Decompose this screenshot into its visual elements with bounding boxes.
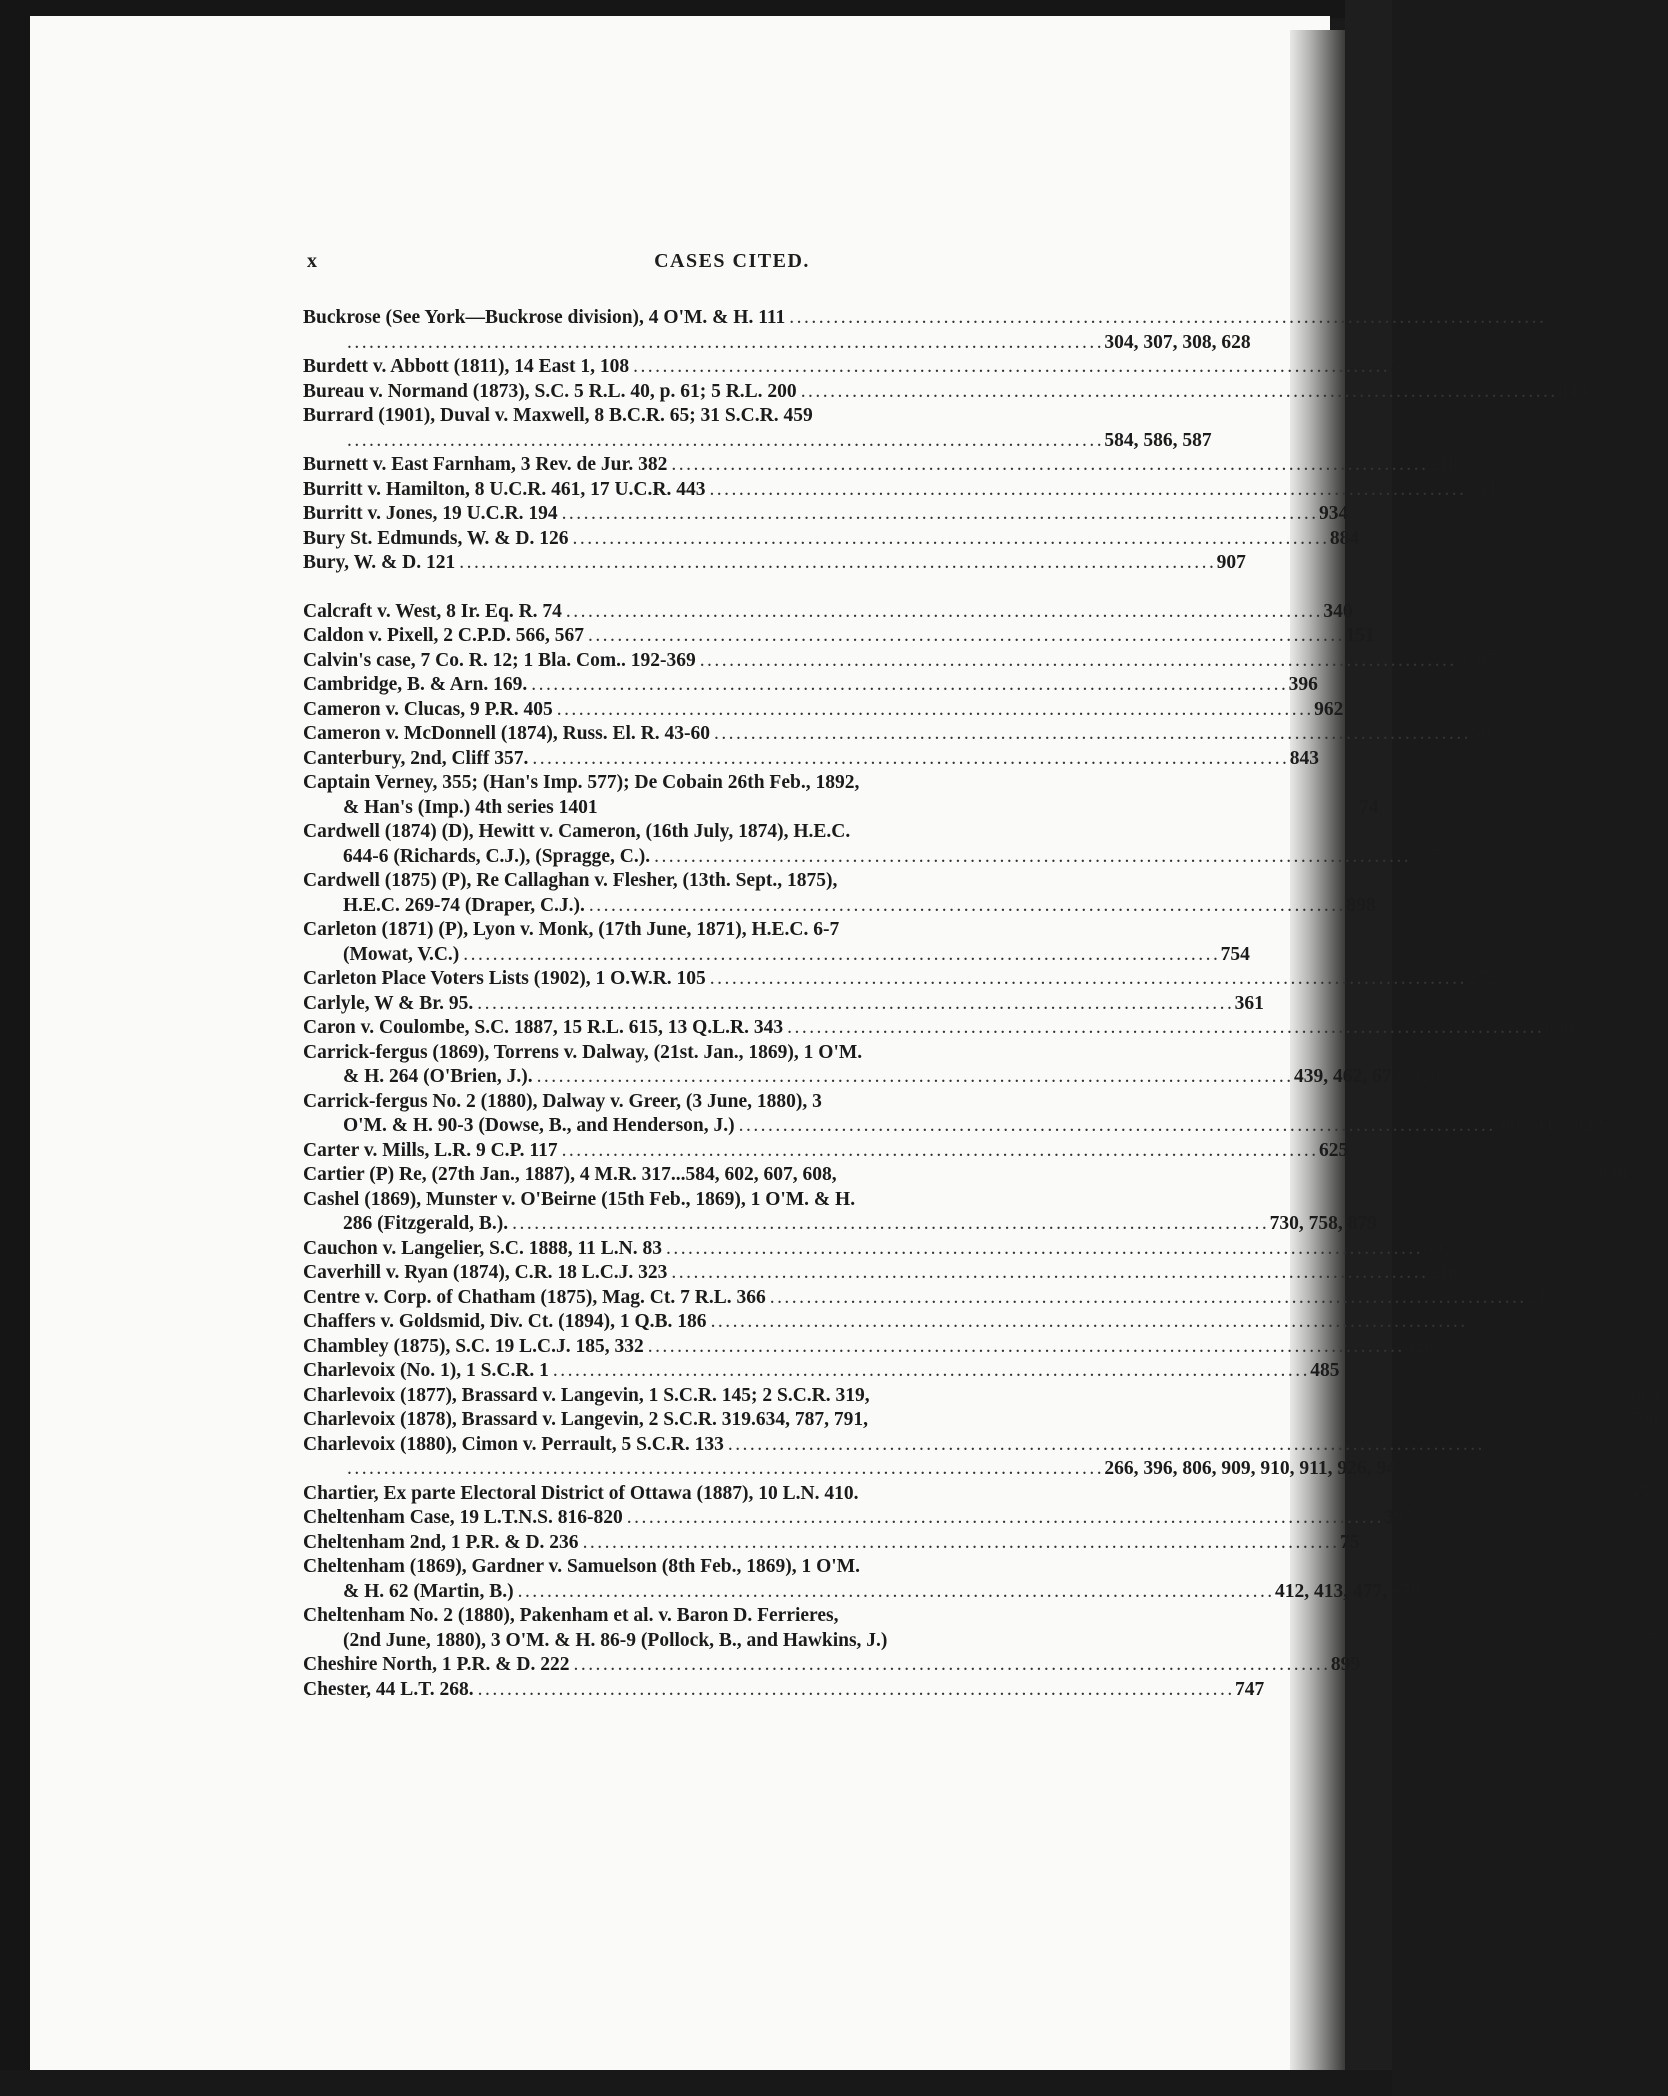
entry-citation: Cardwell (1875) (P), Re Callaghan v. Flesher, (13th. Sept., 1875), xyxy=(303,870,838,891)
entry-page-refs: 754 xyxy=(1220,943,1250,965)
entry-citation: Calcraft v. West, 8 Ir. Eq. R. 74 xyxy=(303,600,562,622)
index-entry xyxy=(303,1139,1349,1164)
entry-citation: Calvin's case, 7 Co. R. 12; 1 Bla. Com.. 192-369 xyxy=(303,649,696,671)
dot-leader xyxy=(537,1065,1290,1090)
entry-citation: Burnett v. East Farnham, 3 Rev. de Jur. 382 xyxy=(303,454,668,475)
index-entry xyxy=(303,1580,1422,1605)
dot-leader xyxy=(666,1237,1419,1262)
page-title: CASES CITED. xyxy=(654,250,810,272)
index-entry xyxy=(303,1065,1441,1090)
dot-leader xyxy=(531,673,1284,698)
index-entry xyxy=(303,1408,1659,1433)
index-entry xyxy=(303,1016,1574,1041)
index-entry xyxy=(303,331,1251,356)
entry-page-refs: 898 xyxy=(1346,894,1376,916)
index-entry xyxy=(303,1237,1453,1262)
dot-leader xyxy=(627,1506,1380,1531)
entry-citation: Carrick-fergus No. 2 (1880), Dalway v. Greer, (3 June, 1880), 3 xyxy=(303,1090,822,1112)
entry-page-refs: 217 xyxy=(1527,1286,1557,1308)
index-entry xyxy=(303,796,1379,821)
index-entry xyxy=(303,1457,1406,1482)
entry-page-refs: 747 xyxy=(1235,1678,1265,1700)
entry-citation: (Mowat, V.C.) xyxy=(343,943,460,965)
dot-leader xyxy=(347,429,1100,454)
index-entry xyxy=(303,404,1159,429)
entry-citation: Cauchon v. Langelier, S.C. 1888, 11 L.N. 83 xyxy=(303,1237,662,1259)
entry-citation: Cambridge, B. & Arn. 169. xyxy=(303,674,528,695)
index-entry xyxy=(303,673,1318,698)
entry-page-refs: 625 xyxy=(1318,1139,1349,1161)
entry-page-refs: 412, 413, 477, 679 xyxy=(1275,1580,1422,1602)
index-entry xyxy=(303,845,1441,870)
entry-citation: Cartier (P) Re, (27th Jan., 1887), 4 M.R. 317...584, 602, 607, 608, xyxy=(303,1164,837,1185)
entry-page-refs: 439, 462, 679, 928 xyxy=(1293,1066,1441,1087)
entry-citation: Captain Verney, 355; (Han's Imp. 577); De Cobain 26th Feb., 1892, xyxy=(303,772,860,793)
dot-leader xyxy=(566,600,1319,625)
entry-page-refs: 584, 586, 587 xyxy=(1104,429,1212,451)
entry-page-refs: 884 xyxy=(1329,527,1360,549)
index-entry xyxy=(303,1261,1459,1286)
entry-page-refs: 962 xyxy=(1314,698,1344,720)
dot-leader xyxy=(588,624,1341,649)
entry-page-refs: 345 xyxy=(1619,1482,1650,1504)
scan-border-left xyxy=(0,0,30,2096)
entry-citation: Charlevoix (1880), Cimon v. Perrault, 5 S.C.R. 133 xyxy=(303,1433,724,1455)
dot-leader xyxy=(739,1114,1492,1139)
index-entry xyxy=(303,1506,1414,1531)
index-entry xyxy=(303,771,1159,796)
index-entry xyxy=(303,1041,1159,1066)
entry-page-refs: 218 xyxy=(1428,454,1459,475)
index-entry xyxy=(303,551,1246,576)
dot-leader xyxy=(553,1359,1306,1384)
entry-page-refs: 717 xyxy=(1411,845,1441,867)
page-number: x xyxy=(307,250,318,272)
index-entry xyxy=(303,992,1264,1017)
index-group-b xyxy=(303,306,1588,576)
index-entry xyxy=(303,1433,1159,1458)
index-entry xyxy=(303,453,1459,478)
entry-citation: Cameron v. Clucas, 9 P.R. 405 xyxy=(303,698,553,720)
dot-leader xyxy=(557,698,1310,723)
entry-citation: Caverhill v. Ryan (1874), C.R. 18 L.C.J. 323 xyxy=(303,1262,668,1283)
dot-leader xyxy=(711,1310,1464,1335)
index-entry xyxy=(303,894,1376,919)
entry-citation: Burritt v. Jones, 19 U.C.R. 194 xyxy=(303,503,558,524)
dot-leader xyxy=(589,894,1342,919)
dot-leader xyxy=(710,967,1463,992)
cases-cited-index xyxy=(303,306,1668,1702)
index-entry xyxy=(303,698,1344,723)
dot-leader xyxy=(654,845,1407,870)
dot-leader xyxy=(347,331,1100,356)
index-entry xyxy=(303,1212,1377,1237)
dot-leader xyxy=(789,306,1542,331)
dot-leader xyxy=(512,1212,1265,1237)
index-entry xyxy=(303,1286,1557,1311)
scan-border-bottom xyxy=(0,2070,1392,2096)
index-entry xyxy=(303,1531,1360,1556)
entry-page-refs: 266, 396, 806, 909, 910, 911, 926, 943 xyxy=(1104,1458,1406,1479)
entry-page-refs: 843 xyxy=(1289,747,1319,769)
entry-citation: Bury, W. & D. 121 xyxy=(303,552,456,573)
entry-citation: 286 (Fitzgerald, B.). xyxy=(343,1213,509,1234)
index-entry xyxy=(303,478,1497,503)
index-entry xyxy=(303,1384,1661,1409)
entry-page-refs: 730, 758, 879 xyxy=(1269,1213,1377,1234)
index-entry xyxy=(303,355,1401,380)
entry-citation: & Han's (Imp.) 4th series 1401 xyxy=(343,796,598,818)
index-entry xyxy=(303,1482,1650,1507)
index-entry xyxy=(303,722,1501,747)
entry-citation: & H. 62 (Martin, B.) xyxy=(343,1580,514,1602)
entry-citation: Burritt v. Hamilton, 8 U.C.R. 461, 17 U.C.R. 443 xyxy=(303,478,706,500)
entry-citation: Cheltenham (1869), Gardner v. Samuelson (8th Feb., 1869), 1 O'M. xyxy=(303,1556,861,1577)
entry-page-refs: 151 xyxy=(1345,625,1375,646)
dot-leader xyxy=(709,478,1462,503)
entry-page-refs: 216 xyxy=(1428,1262,1459,1283)
index-entry xyxy=(303,1188,1159,1213)
index-group-c xyxy=(303,600,1668,1703)
entry-citation: Burdett v. Abbott (1811), 14 East 1, 108 xyxy=(303,356,630,377)
dot-leader xyxy=(518,1580,1271,1605)
dot-leader xyxy=(714,722,1467,747)
group-separator xyxy=(303,576,1159,600)
dot-leader xyxy=(770,1286,1523,1311)
entry-page-refs: 485 xyxy=(1310,1360,1340,1381)
entry-page-refs: 395 xyxy=(1384,1507,1414,1528)
entry-citation: Carleton (1871) (P), Lyon v. Monk, (17th June, 1871), H.E.C. 6-7 xyxy=(303,919,840,940)
entry-citation: Charlevoix (1878), Brassard v. Langevin, 2 S.C.R. 319.634, 787, 791, xyxy=(303,1409,868,1430)
entry-citation: Carrick-fergus (1869), Torrens v. Dalway, (21st. Jan., 1869), 1 O'M. xyxy=(303,1041,863,1063)
entry-page-refs: 304, 307, 308, 628 xyxy=(1104,331,1251,353)
dot-leader xyxy=(463,943,1216,968)
entry-citation: Cheshire North, 1 P.R. & D. 222 xyxy=(303,1654,570,1675)
entry-citation: Cashel (1869), Munster v. O'Beirne (15th Feb., 1869), 1 O'M. & H. xyxy=(303,1188,856,1210)
index-entry xyxy=(303,1653,1361,1678)
dot-leader xyxy=(574,1653,1327,1678)
entry-citation: Cameron v. McDonnell (1874), Russ. El. R. 43-60 xyxy=(303,723,710,744)
entry-citation: Cheltenham Case, 19 L.T.N.S. 816-820 xyxy=(303,1507,623,1528)
dot-leader xyxy=(728,1433,1481,1458)
entry-citation: Carlyle, W & Br. 95. xyxy=(303,992,474,1014)
dot-leader xyxy=(801,380,1554,405)
entry-page-refs: 396 xyxy=(1288,674,1318,695)
index-entry xyxy=(303,527,1360,552)
entry-page-refs: 638 xyxy=(1598,1164,1628,1185)
index-entry xyxy=(303,943,1250,968)
index-entry xyxy=(303,1629,1668,1654)
index-entry xyxy=(303,869,1159,894)
entry-citation: Centre v. Corp. of Chatham (1875), Mag. Ct. 7 R.L. 366 xyxy=(303,1286,766,1308)
entry-page-refs: 272-3 xyxy=(1467,968,1513,989)
index-entry xyxy=(303,502,1349,527)
entry-page-refs: 602 xyxy=(1471,723,1501,744)
index-entry xyxy=(303,1604,1159,1629)
entry-page-refs: 406, 413, 922 xyxy=(1496,1115,1604,1136)
entry-citation: (2nd June, 1880), 3 O'M. & H. 86-9 (Pollock, B., and Hawkins, J.) xyxy=(343,1629,888,1651)
dot-leader xyxy=(787,1016,1540,1041)
dot-leader xyxy=(573,527,1326,552)
entry-page-refs: 865 xyxy=(1631,1384,1661,1406)
entry-citation: Chaffers v. Goldsmid, Div. Ct. (1894), 1 Q.B. 186 xyxy=(303,1311,707,1332)
entry-citation: Carter v. Mills, L.R. 9 C.P. 117 xyxy=(303,1139,558,1161)
entry-page-refs: 5 xyxy=(1467,1311,1478,1332)
entry-citation: Charlevoix (1877), Brassard v. Langevin, 1 S.C.R. 145; 2 S.C.R. 319, xyxy=(303,1384,870,1406)
entry-citation: Buckrose (See York—Buckrose division), 4 O'M. & H. 111 xyxy=(303,307,786,328)
entry-page-refs: 75 xyxy=(1339,1531,1360,1553)
index-entry xyxy=(303,1163,1628,1188)
entry-citation: Carleton Place Voters Lists (1902), 1 O.W.R. 105 xyxy=(303,968,706,989)
entry-page-refs: 899 xyxy=(1330,1654,1361,1675)
dot-leader xyxy=(633,355,1386,380)
entry-page-refs: 73 xyxy=(1648,1629,1668,1651)
entry-citation: Chambley (1875), S.C. 19 L.C.J. 185, 332 xyxy=(303,1335,644,1357)
entry-citation: Canterbury, 2nd, Cliff 357. xyxy=(303,747,529,769)
entry-citation: O'M. & H. 90-3 (Dowse, B., and Henderson, J.) xyxy=(343,1115,735,1136)
index-entry xyxy=(303,918,1159,943)
entry-citation: Caron v. Coulombe, S.C. 1887, 15 R.L. 615, 13 Q.L.R. 343 xyxy=(303,1017,784,1038)
entry-page-refs: 934 xyxy=(1318,503,1349,524)
index-entry xyxy=(303,1678,1265,1703)
entry-page-refs: 802 xyxy=(1423,1237,1453,1259)
entry-citation: Bury St. Edmunds, W. & D. 126 xyxy=(303,527,569,549)
index-entry xyxy=(303,1335,1435,1360)
entry-page-refs: 74 xyxy=(1358,796,1379,818)
entry-page-refs: 426 xyxy=(1405,1335,1435,1357)
entry-page-refs: 799 xyxy=(1629,1409,1659,1430)
index-entry xyxy=(303,1310,1478,1335)
entry-page-refs: 3, 65 xyxy=(1457,649,1497,671)
index-entry xyxy=(303,1359,1340,1384)
entry-citation: Chartier, Ex parte Electoral District of Ottawa (1887), 10 L.N. 410. xyxy=(303,1482,859,1504)
dot-leader xyxy=(671,1261,1424,1286)
dot-leader xyxy=(648,1335,1401,1360)
dot-leader xyxy=(532,747,1285,772)
index-entry xyxy=(303,1114,1604,1139)
page-edge-shadow xyxy=(1290,30,1345,2070)
entry-citation: H.E.C. 269-74 (Draper, C.J.). xyxy=(343,894,585,916)
entry-page-refs: 934 xyxy=(1466,478,1497,500)
entry-page-refs: 5 xyxy=(1390,356,1401,377)
index-entry xyxy=(303,1090,1159,1115)
index-entry xyxy=(303,747,1319,772)
entry-citation: Chester, 44 L.T. 268. xyxy=(303,1678,474,1700)
entry-page-refs: 340 xyxy=(1323,600,1353,622)
index-entry xyxy=(303,820,1159,845)
dot-leader xyxy=(459,551,1212,576)
dot-leader xyxy=(671,453,1424,478)
dot-leader xyxy=(478,1678,1231,1703)
index-entry xyxy=(303,1555,1159,1580)
entry-citation: Caldon v. Pixell, 2 C.P.D. 566, 567 xyxy=(303,625,584,646)
index-entry xyxy=(303,600,1353,625)
entry-page-refs: 361 xyxy=(1234,992,1264,1014)
entry-page-refs: 844 xyxy=(1558,380,1588,402)
index-entry xyxy=(303,306,1159,331)
index-entry xyxy=(303,649,1497,674)
entry-citation: Cheltenham No. 2 (1880), Pakenham et al. v. Baron D. Ferrieres, xyxy=(303,1605,839,1626)
entry-citation: Charlevoix (No. 1), 1 S.C.R. 1 xyxy=(303,1360,549,1381)
dot-leader xyxy=(562,1139,1315,1164)
entry-citation: Cardwell (1874) (D), Hewitt v. Cameron, (16th July, 1874), H.E.C. xyxy=(303,821,851,842)
dot-leader xyxy=(347,1457,1100,1482)
dot-leader xyxy=(583,1531,1336,1556)
index-entry xyxy=(303,429,1212,454)
dot-leader xyxy=(562,502,1315,527)
dot-leader xyxy=(477,992,1230,1017)
entry-citation: Cheltenham 2nd, 1 P.R. & D. 236 xyxy=(303,1531,579,1553)
entry-citation: 644-6 (Richards, C.J.), (Spragge, C.). xyxy=(343,845,651,867)
index-entry xyxy=(303,380,1588,405)
index-entry xyxy=(303,624,1375,649)
entry-citation: Bureau v. Normand (1873), S.C. 5 R.L. 40, p. 61; 5 R.L. 200 xyxy=(303,380,797,402)
entry-citation: & H. 264 (O'Brien, J.). xyxy=(343,1066,533,1087)
dot-leader xyxy=(700,649,1453,674)
entry-page-refs: 907 xyxy=(1216,552,1246,573)
entry-page-refs: 696 xyxy=(1544,1017,1574,1038)
entry-citation: Burrard (1901), Duval v. Maxwell, 8 B.C.R. 65; 31 S.C.R. 459 xyxy=(303,405,813,426)
index-entry xyxy=(303,967,1513,992)
